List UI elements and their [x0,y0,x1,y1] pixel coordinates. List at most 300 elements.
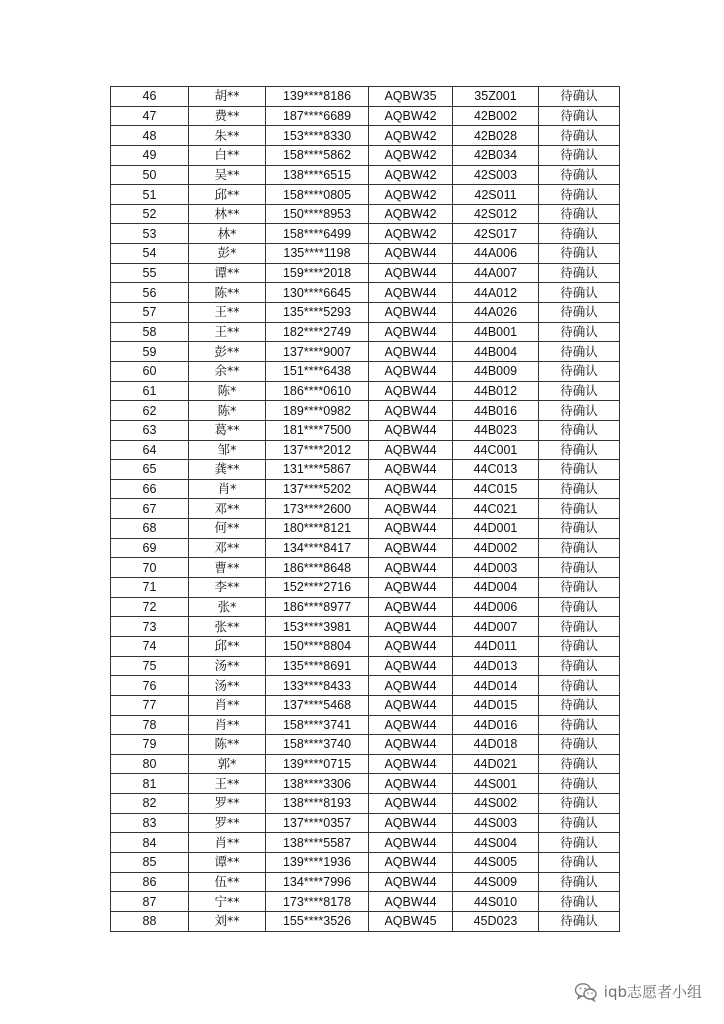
table-body [111,87,620,932]
table-row [111,283,620,303]
row-index-cell: 77 [111,695,189,715]
status-cell: 待确认 [539,420,620,440]
volunteer-code-cell: 44B012 [453,381,539,401]
row-index-cell: 82 [111,794,189,814]
volunteer-code-cell: 44D018 [453,735,539,755]
phone-cell: 181****7500 [266,420,369,440]
table-row [111,303,620,323]
name-cell: 邱** [189,636,266,656]
status-cell: 待确认 [539,558,620,578]
phone-cell: 153****3981 [266,617,369,637]
table-row [111,636,620,656]
group-code-cell: AQBW44 [369,479,453,499]
phone-cell: 137****5468 [266,695,369,715]
phone-cell: 135****8691 [266,656,369,676]
table-row [111,676,620,696]
row-index-cell: 84 [111,833,189,853]
status-cell: 待确认 [539,676,620,696]
status-cell: 待确认 [539,578,620,598]
name-cell: 宁** [189,892,266,912]
status-cell: 待确认 [539,852,620,872]
phone-cell: 138****5587 [266,833,369,853]
volunteer-code-cell: 42S011 [453,185,539,205]
table-row [111,401,620,421]
status-cell: 待确认 [539,126,620,146]
name-cell: 陈* [189,401,266,421]
group-code-cell: AQBW45 [369,911,453,931]
row-index-cell: 50 [111,165,189,185]
row-index-cell: 88 [111,911,189,931]
name-cell: 邹* [189,440,266,460]
status-cell: 待确认 [539,774,620,794]
table-row [111,597,620,617]
group-code-cell: AQBW44 [369,558,453,578]
row-index-cell: 72 [111,597,189,617]
row-index-cell: 68 [111,519,189,539]
name-cell: 陈** [189,283,266,303]
group-code-cell: AQBW44 [369,852,453,872]
name-cell: 谭** [189,263,266,283]
status-cell: 待确认 [539,185,620,205]
group-code-cell: AQBW44 [369,794,453,814]
volunteer-code-cell: 44S009 [453,872,539,892]
phone-cell: 173****2600 [266,499,369,519]
name-cell: 陈* [189,381,266,401]
volunteer-code-cell: 44D002 [453,538,539,558]
group-code-cell: AQBW44 [369,440,453,460]
volunteer-code-cell: 44A007 [453,263,539,283]
phone-cell: 135****1198 [266,244,369,264]
volunteer-code-cell: 44S004 [453,833,539,853]
phone-cell: 138****6515 [266,165,369,185]
volunteer-code-cell: 44D006 [453,597,539,617]
volunteer-code-cell: 44B004 [453,342,539,362]
name-cell: 曹** [189,558,266,578]
status-cell: 待确认 [539,813,620,833]
volunteer-code-cell: 45D023 [453,911,539,931]
status-cell: 待确认 [539,283,620,303]
phone-cell: 131****5867 [266,460,369,480]
phone-cell: 150****8953 [266,204,369,224]
status-cell: 待确认 [539,224,620,244]
table-row [111,872,620,892]
row-index-cell: 66 [111,479,189,499]
row-index-cell: 79 [111,735,189,755]
name-cell: 张** [189,617,266,637]
table-row [111,263,620,283]
name-cell: 刘** [189,911,266,931]
group-code-cell: AQBW44 [369,244,453,264]
table-row [111,519,620,539]
status-cell: 待确认 [539,597,620,617]
phone-cell: 134****8417 [266,538,369,558]
status-cell: 待确认 [539,165,620,185]
name-cell: 邓** [189,538,266,558]
volunteer-code-cell: 42B002 [453,106,539,126]
phone-cell: 153****8330 [266,126,369,146]
group-code-cell: AQBW42 [369,106,453,126]
status-cell: 待确认 [539,735,620,755]
table-row [111,420,620,440]
status-cell: 待确认 [539,499,620,519]
name-cell: 龚** [189,460,266,480]
group-code-cell: AQBW44 [369,361,453,381]
group-code-cell: AQBW44 [369,754,453,774]
row-index-cell: 70 [111,558,189,578]
table-row [111,833,620,853]
status-cell: 待确认 [539,695,620,715]
table-row [111,244,620,264]
name-cell: 罗** [189,813,266,833]
table-row [111,479,620,499]
table-row [111,499,620,519]
group-code-cell: AQBW44 [369,597,453,617]
name-cell: 邓** [189,499,266,519]
volunteer-code-cell: 44B001 [453,322,539,342]
volunteer-code-cell: 44C015 [453,479,539,499]
phone-cell: 186****8977 [266,597,369,617]
status-cell: 待确认 [539,519,620,539]
group-code-cell: AQBW44 [369,872,453,892]
phone-cell: 155****3526 [266,911,369,931]
table-row [111,126,620,146]
volunteer-code-cell: 44D013 [453,656,539,676]
table-row [111,440,620,460]
row-index-cell: 53 [111,224,189,244]
volunteer-code-cell: 44D021 [453,754,539,774]
phone-cell: 137****0357 [266,813,369,833]
group-code-cell: AQBW42 [369,185,453,205]
phone-cell: 151****6438 [266,361,369,381]
table-row [111,715,620,735]
phone-cell: 182****2749 [266,322,369,342]
name-cell: 郭* [189,754,266,774]
table-row [111,656,620,676]
status-cell: 待确认 [539,401,620,421]
group-code-cell: AQBW44 [369,813,453,833]
name-cell: 汤** [189,676,266,696]
group-code-cell: AQBW44 [369,519,453,539]
status-cell: 待确认 [539,833,620,853]
name-cell: 肖** [189,715,266,735]
row-index-cell: 62 [111,401,189,421]
status-cell: 待确认 [539,872,620,892]
row-index-cell: 48 [111,126,189,146]
name-cell: 林** [189,204,266,224]
volunteer-code-cell: 44D011 [453,636,539,656]
table-row [111,361,620,381]
status-cell: 待确认 [539,303,620,323]
name-cell: 吴** [189,165,266,185]
table-row [111,224,620,244]
name-cell: 葛** [189,420,266,440]
table-row [111,185,620,205]
name-cell: 王** [189,774,266,794]
table-row [111,695,620,715]
volunteer-code-cell: 44D004 [453,578,539,598]
group-code-cell: AQBW44 [369,342,453,362]
name-cell: 林* [189,224,266,244]
row-index-cell: 78 [111,715,189,735]
volunteer-code-cell: 44A026 [453,303,539,323]
table-row [111,106,620,126]
group-code-cell: AQBW44 [369,538,453,558]
status-cell: 待确认 [539,87,620,107]
volunteer-code-cell: 44D015 [453,695,539,715]
name-cell: 汤** [189,656,266,676]
volunteer-code-cell: 44D001 [453,519,539,539]
name-cell: 邱** [189,185,266,205]
phone-cell: 135****5293 [266,303,369,323]
status-cell: 待确认 [539,145,620,165]
volunteer-code-cell: 44C001 [453,440,539,460]
group-code-cell: AQBW44 [369,892,453,912]
volunteer-code-cell: 42S003 [453,165,539,185]
group-code-cell: AQBW44 [369,617,453,637]
phone-cell: 133****8433 [266,676,369,696]
name-cell: 白** [189,145,266,165]
phone-cell: 186****8648 [266,558,369,578]
status-cell: 待确认 [539,244,620,264]
row-index-cell: 57 [111,303,189,323]
volunteer-code-cell: 42S012 [453,204,539,224]
group-code-cell: AQBW44 [369,322,453,342]
row-index-cell: 56 [111,283,189,303]
phone-cell: 139****1936 [266,852,369,872]
row-index-cell: 67 [111,499,189,519]
row-index-cell: 60 [111,361,189,381]
status-cell: 待确认 [539,656,620,676]
group-code-cell: AQBW35 [369,87,453,107]
row-index-cell: 76 [111,676,189,696]
table-row [111,794,620,814]
phone-cell: 186****0610 [266,381,369,401]
phone-cell: 180****8121 [266,519,369,539]
name-cell: 肖* [189,479,266,499]
row-index-cell: 52 [111,204,189,224]
group-code-cell: AQBW44 [369,833,453,853]
volunteer-table [110,86,620,932]
status-cell: 待确认 [539,322,620,342]
status-cell: 待确认 [539,342,620,362]
phone-cell: 158****3741 [266,715,369,735]
group-code-cell: AQBW42 [369,224,453,244]
table-row [111,813,620,833]
table-row [111,617,620,637]
table-row [111,381,620,401]
volunteer-code-cell: 42B034 [453,145,539,165]
name-cell: 李** [189,578,266,598]
name-cell: 陈** [189,735,266,755]
table-row [111,145,620,165]
volunteer-code-cell: 44A006 [453,244,539,264]
name-cell: 何** [189,519,266,539]
group-code-cell: AQBW44 [369,656,453,676]
status-cell: 待确认 [539,106,620,126]
table-row [111,892,620,912]
group-code-cell: AQBW42 [369,165,453,185]
group-code-cell: AQBW44 [369,735,453,755]
row-index-cell: 49 [111,145,189,165]
row-index-cell: 80 [111,754,189,774]
group-code-cell: AQBW44 [369,283,453,303]
row-index-cell: 87 [111,892,189,912]
group-code-cell: AQBW44 [369,401,453,421]
group-code-cell: AQBW44 [369,499,453,519]
status-cell: 待确认 [539,892,620,912]
phone-cell: 137****2012 [266,440,369,460]
group-code-cell: AQBW42 [369,126,453,146]
phone-cell: 189****0982 [266,401,369,421]
row-index-cell: 69 [111,538,189,558]
row-index-cell: 46 [111,87,189,107]
phone-cell: 187****6689 [266,106,369,126]
table-row [111,322,620,342]
group-code-cell: AQBW42 [369,204,453,224]
phone-cell: 158****0805 [266,185,369,205]
volunteer-code-cell: 44S010 [453,892,539,912]
group-code-cell: AQBW44 [369,381,453,401]
row-index-cell: 81 [111,774,189,794]
phone-cell: 138****8193 [266,794,369,814]
phone-cell: 134****7996 [266,872,369,892]
table-row [111,774,620,794]
group-code-cell: AQBW44 [369,774,453,794]
row-index-cell: 59 [111,342,189,362]
table-row [111,754,620,774]
watermark-text: iqb志愿者小组 [603,983,702,1001]
phone-cell: 158****5862 [266,145,369,165]
phone-cell: 159****2018 [266,263,369,283]
status-cell: 待确认 [539,263,620,283]
status-cell: 待确认 [539,794,620,814]
name-cell: 彭* [189,244,266,264]
volunteer-code-cell: 44D007 [453,617,539,637]
row-index-cell: 58 [111,322,189,342]
name-cell: 王** [189,303,266,323]
volunteer-code-cell: 44B016 [453,401,539,421]
status-cell: 待确认 [539,911,620,931]
phone-cell: 137****9007 [266,342,369,362]
row-index-cell: 83 [111,813,189,833]
group-code-cell: AQBW44 [369,715,453,735]
phone-cell: 152****2716 [266,578,369,598]
status-cell: 待确认 [539,538,620,558]
volunteer-code-cell: 42B028 [453,126,539,146]
status-cell: 待确认 [539,479,620,499]
volunteer-code-cell: 42S017 [453,224,539,244]
volunteer-code-cell: 44S003 [453,813,539,833]
table-row [111,460,620,480]
row-index-cell: 55 [111,263,189,283]
volunteer-code-cell: 44D014 [453,676,539,696]
row-index-cell: 61 [111,381,189,401]
row-index-cell: 71 [111,578,189,598]
name-cell: 谭** [189,852,266,872]
phone-cell: 130****6645 [266,283,369,303]
status-cell: 待确认 [539,636,620,656]
status-cell: 待确认 [539,715,620,735]
table-row [111,538,620,558]
status-cell: 待确认 [539,460,620,480]
row-index-cell: 65 [111,460,189,480]
row-index-cell: 63 [111,420,189,440]
status-cell: 待确认 [539,617,620,637]
volunteer-code-cell: 44B009 [453,361,539,381]
row-index-cell: 73 [111,617,189,637]
table-row [111,911,620,931]
row-index-cell: 85 [111,852,189,872]
phone-cell: 139****8186 [266,87,369,107]
volunteer-code-cell: 44B023 [453,420,539,440]
volunteer-code-cell: 44D003 [453,558,539,578]
name-cell: 费** [189,106,266,126]
name-cell: 王** [189,322,266,342]
name-cell: 朱** [189,126,266,146]
name-cell: 张* [189,597,266,617]
group-code-cell: AQBW44 [369,695,453,715]
volunteer-code-cell: 35Z001 [453,87,539,107]
volunteer-code-cell: 44S005 [453,852,539,872]
group-code-cell: AQBW44 [369,263,453,283]
status-cell: 待确认 [539,361,620,381]
volunteer-code-cell: 44A012 [453,283,539,303]
group-code-cell: AQBW44 [369,303,453,323]
status-cell: 待确认 [539,204,620,224]
volunteer-code-cell: 44C021 [453,499,539,519]
volunteer-code-cell: 44C013 [453,460,539,480]
volunteer-code-cell: 44D016 [453,715,539,735]
table-row [111,578,620,598]
name-cell: 伍** [189,872,266,892]
row-index-cell: 75 [111,656,189,676]
phone-cell: 158****3740 [266,735,369,755]
phone-cell: 173****8178 [266,892,369,912]
phone-cell: 150****8804 [266,636,369,656]
phone-cell: 138****3306 [266,774,369,794]
group-code-cell: AQBW42 [369,145,453,165]
status-cell: 待确认 [539,440,620,460]
table-row [111,735,620,755]
name-cell: 肖** [189,695,266,715]
status-cell: 待确认 [539,381,620,401]
wechat-icon [574,982,598,1002]
group-code-cell: AQBW44 [369,578,453,598]
row-index-cell: 86 [111,872,189,892]
name-cell: 余** [189,361,266,381]
phone-cell: 158****6499 [266,224,369,244]
name-cell: 胡** [189,87,266,107]
group-code-cell: AQBW44 [369,460,453,480]
phone-cell: 139****0715 [266,754,369,774]
name-cell: 彭** [189,342,266,362]
name-cell: 肖** [189,833,266,853]
phone-cell: 137****5202 [266,479,369,499]
volunteer-code-cell: 44S001 [453,774,539,794]
group-code-cell: AQBW44 [369,676,453,696]
table-row [111,852,620,872]
row-index-cell: 51 [111,185,189,205]
table-row [111,165,620,185]
volunteer-code-cell: 44S002 [453,794,539,814]
table-row [111,558,620,578]
table-row [111,342,620,362]
table-row [111,204,620,224]
row-index-cell: 47 [111,106,189,126]
watermark [574,981,702,1002]
group-code-cell: AQBW44 [369,636,453,656]
group-code-cell: AQBW44 [369,420,453,440]
